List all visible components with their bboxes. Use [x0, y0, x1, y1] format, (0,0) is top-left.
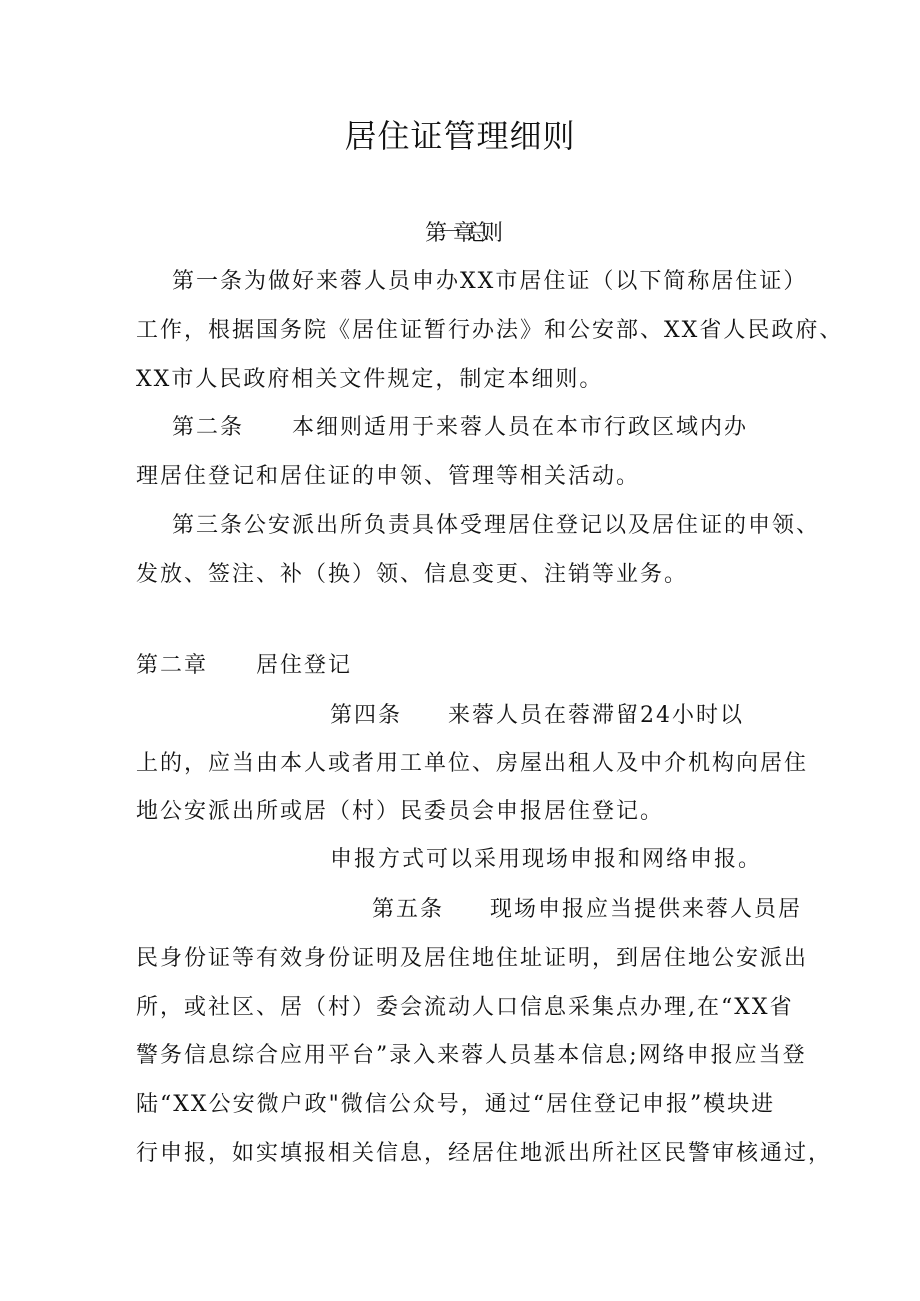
- article-5-line-2: 民身份证等有效身份证明及居住地住址证明，到居住地公安派出: [136, 946, 809, 971]
- article-2-label: 第二条: [172, 415, 245, 440]
- article-1-line-1: 第一条为做好来蓉人员申办XX市居住证（以下简称居住证）: [172, 269, 808, 294]
- article-4-line-4: 申报方式可以采用现场申报和网络申报。: [330, 847, 763, 872]
- article-2-line-1: [172, 414, 748, 442]
- article-1-line-2: 工作，根据国务院《居住证暂行办法》和公安部、XX省人民政府、: [136, 318, 844, 343]
- article-4-label: 第四条: [330, 703, 403, 728]
- article-5-line-6: 行申报，如实填报相关信息，经居住地派出所社区民警审核通过，: [136, 1141, 833, 1166]
- article-4-text: 来蓉人员在蓉滞留24小时以: [448, 703, 745, 728]
- document-title: 居住证管理细则: [344, 117, 576, 155]
- article-5-line-4: 警务信息综合应用平台”录入来蓉人员基本信息;网络申报应当登: [136, 1043, 807, 1068]
- article-3-line-2: 发放、签注、补（换）领、信息变更、注销等业务。: [136, 562, 689, 587]
- article-3-line-1: 第三条公安派出所负责具体受理居住登记以及居住证的申领、: [172, 513, 821, 538]
- chapter-2-title: 居住登记: [256, 653, 353, 678]
- article-4-line-1: [330, 702, 744, 730]
- article-4-line-3: 地公安派出所或居（村）民委员会申报居住登记。: [136, 799, 665, 824]
- article-5-line-5: 陆“XX公安微户政"微信公众号，通过“居住登记申报”模块进: [136, 1092, 776, 1117]
- article-2-text: 本细则适用于来蓉人员在本市行政区域内办: [292, 415, 749, 440]
- article-2-line-2: 理居住登记和居住证的申领、管理等相关活动。: [136, 464, 641, 489]
- article-5-label: 第五条: [372, 897, 445, 922]
- chapter-2-label: 第二章: [136, 653, 209, 678]
- chapter-2-heading: [136, 652, 352, 680]
- article-5-line-3: 所，或社区、居（村）委会流动人口信息采集点办理,在“XX省: [136, 995, 794, 1020]
- article-5-text: 现场申报应当提供来蓉人员居: [490, 897, 803, 922]
- article-5-line-1: [372, 896, 802, 924]
- chapter-1-heading: 第一章总则: [424, 221, 495, 246]
- article-1-line-3: XX市人民政府相关文件规定，制定本细则。: [136, 367, 604, 392]
- article-4-line-2: 上的，应当由本人或者用工单位、房屋出租人及中介机构向居住: [136, 751, 809, 776]
